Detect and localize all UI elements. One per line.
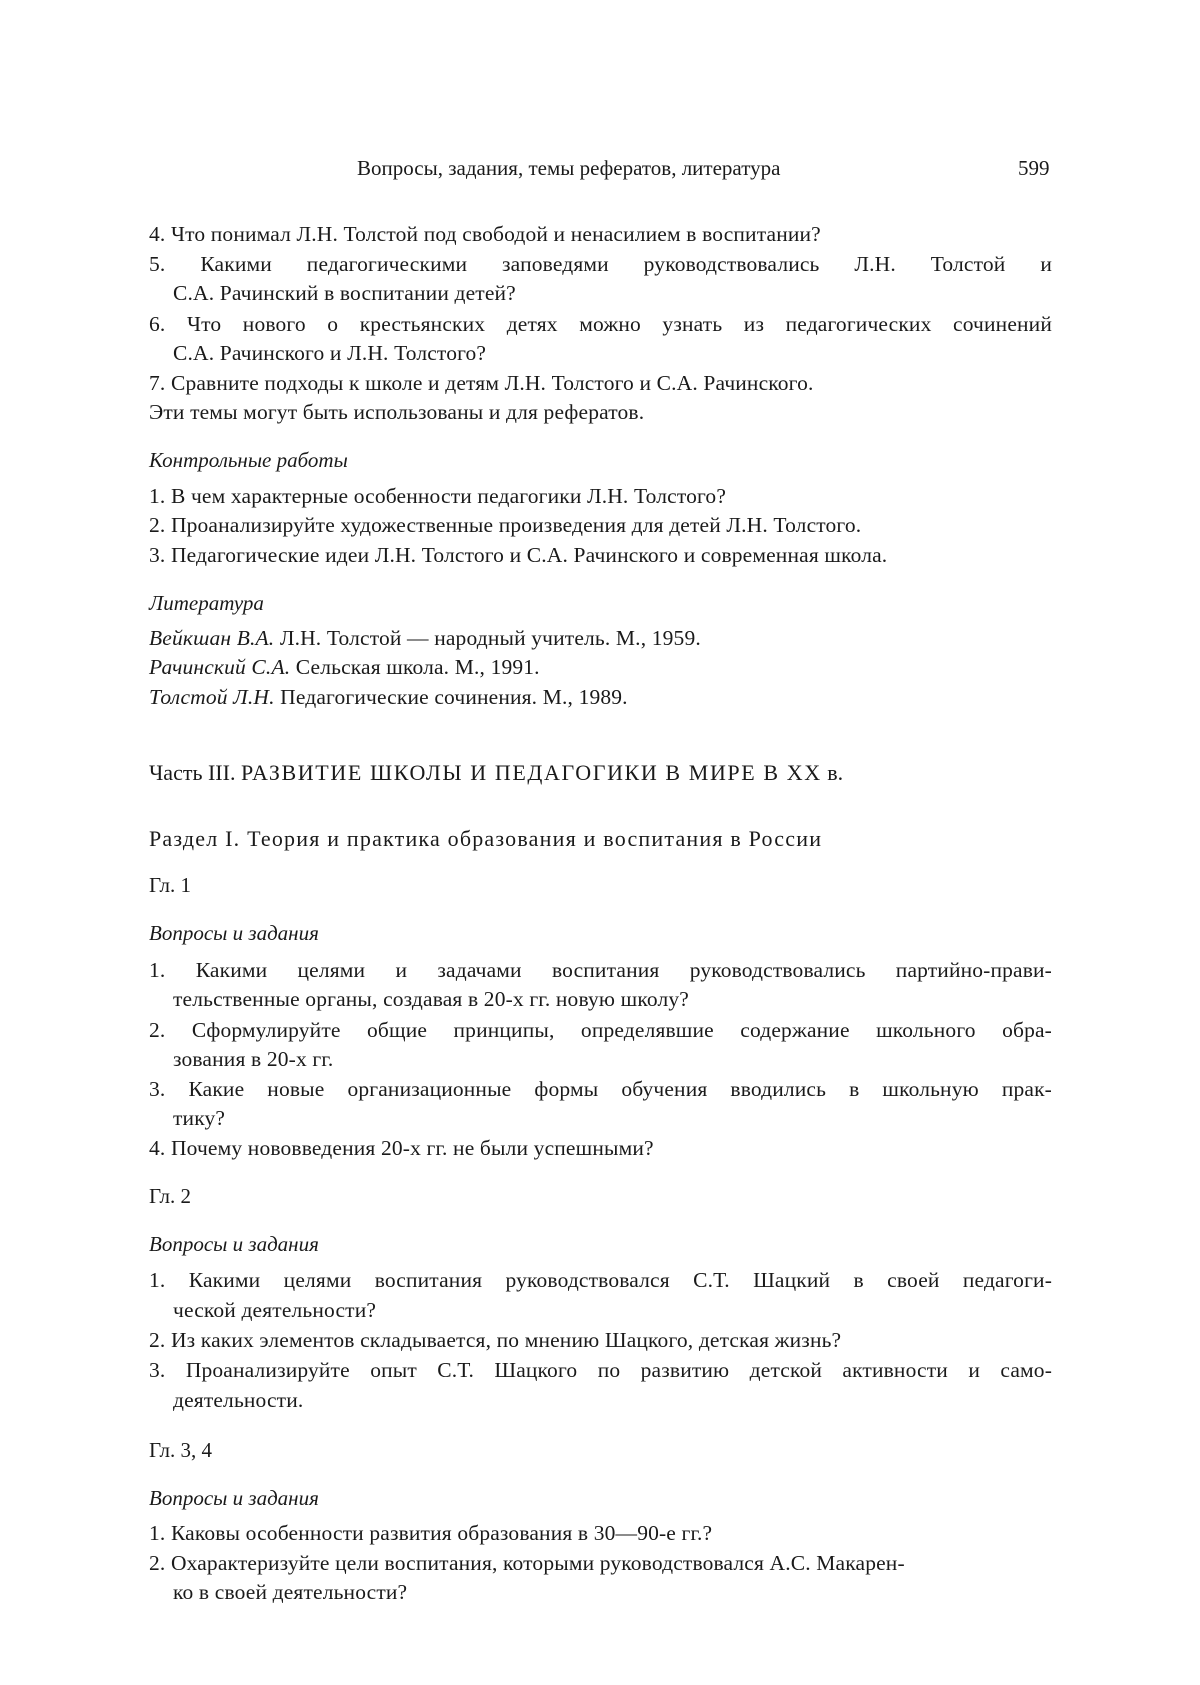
part-suffix: в. bbox=[821, 760, 844, 785]
chapter-label: Гл. 1 bbox=[149, 873, 192, 897]
questions-heading: Вопросы и задания bbox=[149, 921, 319, 945]
control-works-heading: Контрольные работы bbox=[149, 448, 348, 472]
page-number: 599 bbox=[1018, 156, 1050, 180]
part-prefix: Часть III. bbox=[149, 760, 241, 785]
chapter-question-line: 1. Какими целями и задачами воспитания руководствовались партийно-прави- bbox=[149, 958, 1052, 982]
topics-note: Эти темы могут быть использованы и для рефератов. bbox=[149, 400, 645, 424]
chapter-question-line: 2. Из каких элементов складывается, по мнению Шацкого, детская жизнь? bbox=[149, 1328, 842, 1352]
chapter-label: Гл. 3, 4 bbox=[149, 1438, 213, 1462]
literature-heading: Литература bbox=[149, 591, 264, 615]
literature-author: Вейкшан В.А. bbox=[149, 626, 275, 650]
literature-author: Толстой Л.Н. bbox=[149, 685, 275, 709]
question-4: 4. Что понимал Л.Н. Толстой под свободой и ненасилием в воспитании? bbox=[149, 222, 821, 246]
question-6-line-1: 6. Что нового о крестьянских детях можно узнать из педагогических сочинений bbox=[149, 312, 1052, 336]
chapter-question-line: 1. Какими целями воспитания руководствовался С.Т. Шацкий в своей педагоги- bbox=[149, 1268, 1052, 1292]
section-title: Теория и практика образования и воспитания в России bbox=[247, 826, 823, 851]
section-heading bbox=[149, 826, 822, 852]
question-5-line-2: С.А. Рачинский в воспитании детей? bbox=[173, 281, 516, 305]
chapter-question-line: тику? bbox=[173, 1106, 226, 1130]
question-7: 7. Сравните подходы к школе и детям Л.Н. Толстого и С.А. Рачинского. bbox=[149, 371, 814, 395]
literature-title: Л.Н. Толстой — народный учитель. М., 1959. bbox=[274, 626, 701, 650]
literature-entry bbox=[149, 685, 628, 710]
control-work-3: 3. Педагогические идеи Л.Н. Толстого и С.А. Рачинского и современная школа. bbox=[149, 543, 888, 567]
chapter-label: Гл. 2 bbox=[149, 1184, 192, 1208]
chapter-question-line: 4. Почему нововведения 20-х гг. не были успешными? bbox=[149, 1136, 654, 1160]
question-6-line-2: С.А. Рачинского и Л.Н. Толстого? bbox=[173, 341, 487, 365]
question-5-line-1: 5. Какими педагогическими заповедями руководствовались Л.Н. Толстой и bbox=[149, 252, 1052, 276]
chapter-question-line: ческой деятельности? bbox=[173, 1298, 377, 1322]
control-work-1: 1. В чем характерные особенности педагогики Л.Н. Толстого? bbox=[149, 484, 727, 508]
chapter-question-line: тельственные органы, создавая в 20-х гг. новую школу? bbox=[173, 987, 689, 1011]
chapter-question-line: 3. Какие новые организационные формы обучения вводились в школьную прак- bbox=[149, 1077, 1052, 1101]
section-prefix: Раздел I. bbox=[149, 826, 248, 851]
questions-heading: Вопросы и задания bbox=[149, 1232, 319, 1256]
literature-title: Сельская школа. М., 1991. bbox=[290, 655, 540, 679]
chapter-question-line: 2. Охарактеризуйте цели воспитания, которыми руководствовался А.С. Макарен- bbox=[149, 1551, 905, 1575]
literature-author: Рачинский С.А. bbox=[149, 655, 291, 679]
chapter-question-line: 3. Проанализируйте опыт С.Т. Шацкого по развитию детской активности и само- bbox=[149, 1358, 1052, 1382]
chapter-question-line: 1. Каковы особенности развития образования в 30—90-е гг.? bbox=[149, 1521, 713, 1545]
questions-heading: Вопросы и задания bbox=[149, 1486, 319, 1510]
literature-title: Педагогические сочинения. М., 1989. bbox=[274, 685, 628, 709]
chapter-question-line: зования в 20-х гг. bbox=[173, 1047, 334, 1071]
part-heading bbox=[149, 760, 843, 786]
control-work-2: 2. Проанализируйте художественные произведения для детей Л.Н. Толстого. bbox=[149, 513, 862, 537]
chapter-question-line: 2. Сформулируйте общие принципы, определявшие содержание школьного обра- bbox=[149, 1018, 1052, 1042]
chapter-question-line: деятельности. bbox=[173, 1388, 304, 1412]
running-title: Вопросы, задания, темы рефератов, литература bbox=[357, 156, 781, 180]
chapter-question-line: ко в своей деятельности? bbox=[173, 1580, 408, 1604]
literature-entry bbox=[149, 626, 701, 651]
part-title: РАЗВИТИЕ ШКОЛЫ И ПЕДАГОГИКИ В МИРЕ В XX bbox=[240, 760, 822, 785]
literature-entry bbox=[149, 655, 540, 680]
